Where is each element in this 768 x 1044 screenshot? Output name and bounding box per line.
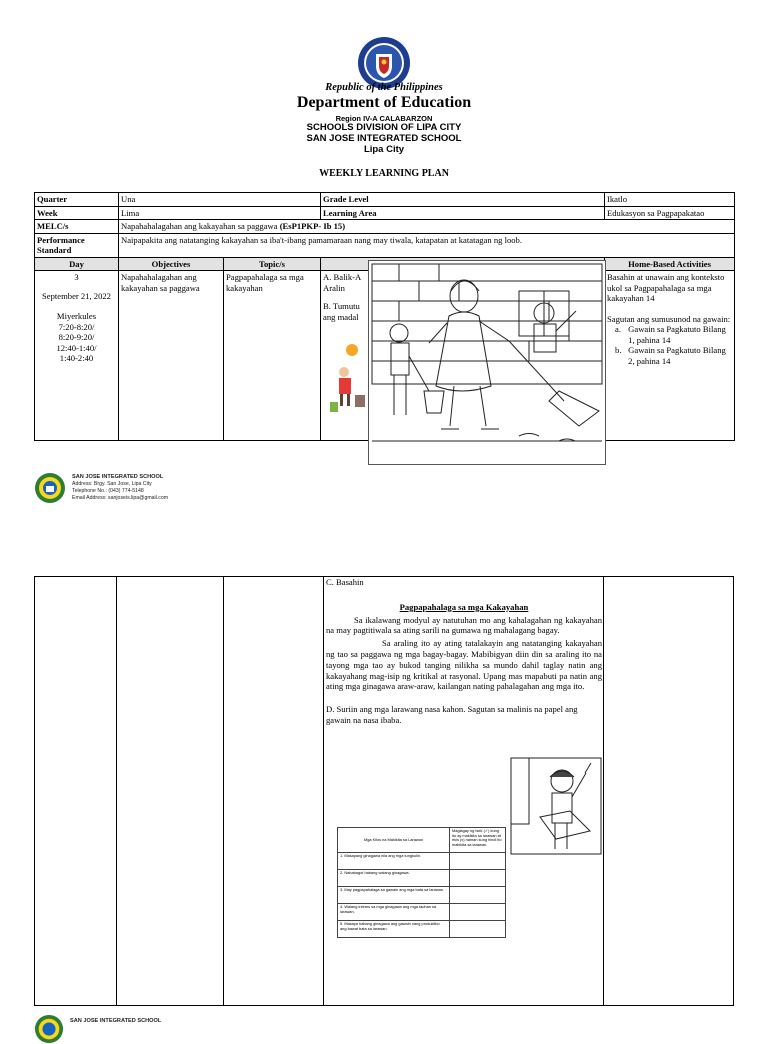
- day-time-2: 8:20-9:20/: [58, 332, 95, 342]
- day-time-4: 1:40-2:40: [59, 353, 94, 363]
- story-paragraph-2: Sa araling ito ay ating tatalakayin ang natatanging kakayahan ng tao sa paggawa ng mga bagay-bagay. Mabibigyan diin din sa araling ito na tayong mga tao ay bukod tanging nilikha sa mundo dahil taglay natin ang kakayahang mag-isip ng kritikal at rasyonal. Upang mas mapabuti pa natin ang ating mga ginagawa araw-araw, kailangan nating pahalagahan ang mga ito.: [326, 638, 602, 692]
- col-objectives: Objectives: [119, 257, 224, 271]
- checklist-header-actions: Mga Kilos na Makikita sa Larawan: [338, 828, 450, 853]
- classroom-item-a-cont: Aralin: [323, 282, 345, 293]
- checklist-row: [338, 853, 506, 870]
- melc-value: Napahahalagahan ang kakayahan sa paggawa: [121, 221, 278, 231]
- checklist-answer-cell[interactable]: [450, 921, 506, 938]
- footer-phone: Telephone No.: (043) 774-5148: [72, 488, 144, 494]
- home-item-a: [607, 324, 732, 345]
- page2-content: [326, 577, 602, 726]
- day-date: September 21, 2022: [42, 290, 111, 301]
- col-classroom: Classroom-Based Activities: [321, 257, 605, 271]
- school-logo: [34, 472, 66, 504]
- melc-label: MELC/s: [35, 220, 119, 234]
- grade-label: Grade Level: [321, 193, 605, 207]
- school-heading: SAN JOSE INTEGRATED SCHOOL: [306, 133, 462, 144]
- grade-value: Ikatlo: [605, 193, 735, 207]
- home-item-b: [607, 345, 732, 366]
- day-time-1: 7:20-8:20/: [58, 321, 95, 332]
- classroom-item-b-cont: ang madal: [323, 311, 359, 322]
- checklist-header-mark: Maglagay ng tsek (✓) kung ito ay makikita sa larawan at ekis (x) naman kung hindi ito makikita sa larawan.: [450, 828, 506, 853]
- checklist-item: 2. Nababagot habang walang ginagawa.: [338, 870, 450, 887]
- checklist-answer-cell[interactable]: [450, 904, 506, 921]
- checklist-row: [338, 887, 506, 904]
- boy-cleaning-illustration: [510, 757, 602, 855]
- melc-value-cell: [119, 220, 735, 234]
- story-paragraph-1: Sa ikalawang modyul ay natutuhan mo ang kahalagahan ng kakayahan na may pagtitiwala sa ating sarili na gumawa ng mahalagang bagay.: [326, 614, 602, 636]
- day-weekday: Miyerkules: [56, 311, 97, 321]
- info-row-week: [35, 206, 735, 220]
- checklist-item: 3. May pagpapahalaga sa gawain ang mga bata sa larawan.: [338, 887, 450, 904]
- info-row-melc: [35, 220, 735, 234]
- day-number: 3: [74, 272, 79, 282]
- info-row-quarter: [35, 193, 735, 207]
- performance-label: Performance Standard: [35, 233, 119, 257]
- area-label: Learning Area: [321, 206, 605, 220]
- section-d-instruction: D. Suriin ang mga larawang nasa kahon. Sagutan sa malinis na papel ang gawain na nasa ibaba.: [326, 704, 578, 725]
- area-value: Edukasyon sa Pagpapakatao: [605, 206, 735, 220]
- col-divider: [116, 577, 117, 1005]
- col-divider: [323, 577, 324, 1005]
- checklist-row: [338, 921, 506, 938]
- home-cell: [605, 271, 735, 441]
- home-instruction: Sagutan ang sumusunod na gawain:: [607, 313, 731, 324]
- school-contact-block: [72, 474, 168, 502]
- topic-cell: Pagpapahalaga sa mga kakayahan: [224, 271, 321, 441]
- section-c-label: C. Basahin: [326, 577, 364, 587]
- page-title: WEEKLY LEARNING PLAN: [319, 168, 449, 179]
- home-item-b-text: Gawain sa Pagkatuto Bilang 2, pahina 14: [628, 345, 726, 366]
- city-heading: Lipa City: [363, 144, 405, 155]
- checklist-answer-cell[interactable]: [450, 887, 506, 904]
- republic-heading: Republic of the Philippines: [325, 82, 443, 93]
- child-watering-illustration: [330, 340, 370, 415]
- checklist-item: 4. Walang interes sa mga ginagawa ang mga tauhan sa larawan.: [338, 904, 450, 921]
- classroom-item-a: A. Balik-A: [323, 272, 362, 282]
- day-cell: [35, 271, 119, 441]
- footer2-school-name: SAN JOSE INTEGRATED SCHOOL: [70, 1018, 162, 1024]
- woman-sweeping-illustration: [368, 260, 606, 465]
- week-value: Lima: [119, 206, 321, 220]
- division-heading: SCHOOLS DIVISION OF LIPA CITY: [306, 122, 462, 133]
- checklist-item: 5. Masaya habang ginagawa ang gawain nang produktibo ang bawat bata sa larawan.: [338, 921, 450, 938]
- checklist-item: 1. Masayang ginagawa nila ang mga tungkulin.: [338, 853, 450, 870]
- checklist-header-row: [338, 828, 506, 853]
- activity-checklist-table: [337, 827, 506, 938]
- day-time-3: 12:40-1:40/: [56, 342, 97, 353]
- checklist-answer-cell[interactable]: [450, 853, 506, 870]
- story-title: Pagpapahalaga sa mga Kakayahan: [399, 601, 529, 612]
- home-item-a-mark: a.: [615, 324, 621, 334]
- quarter-label: Quarter: [35, 193, 119, 207]
- col-topics: Topic/s: [224, 257, 321, 271]
- checklist-row: [338, 870, 506, 887]
- home-intro: Basahin at unawain ang konteksto ukol sa Pagpapahalaga sa mga kakayahan 14: [607, 272, 725, 303]
- col-divider: [223, 577, 224, 1005]
- home-item-a-text: Gawain sa Pagkatuto Bilang 1, pahina 14: [628, 324, 726, 345]
- col-day: Day: [35, 257, 119, 271]
- classroom-item-b: B. Tumutu: [323, 301, 360, 311]
- school-logo: [34, 1014, 64, 1044]
- info-row-performance: [35, 233, 735, 257]
- footer-school-name: SAN JOSE INTEGRATED SCHOOL: [72, 474, 164, 480]
- objective-cell: Napahahalagahan ang kakayahan sa paggawa: [119, 271, 224, 441]
- checklist-row: [338, 904, 506, 921]
- col-home: Home-Based Activities: [605, 257, 735, 271]
- quarter-value: Una: [119, 193, 321, 207]
- melc-code: (EsP1PKP- Ib 15): [279, 221, 346, 231]
- week-label: Week: [35, 206, 119, 220]
- department-heading: Department of Education: [296, 94, 472, 111]
- footer-address: Address: Brgy. San Jose, Lipa City: [72, 481, 152, 487]
- home-item-b-mark: b.: [615, 345, 622, 355]
- col-divider: [603, 577, 604, 1005]
- performance-value: Naipapakita ang natatanging kakayahan sa iba't-ibang pamamaraan nang may tiwala, katapatan at katatagan ng loob.: [119, 233, 735, 257]
- checklist-answer-cell[interactable]: [450, 870, 506, 887]
- footer-email: Email Address: sanjoseis.lipa@gmail.com: [72, 495, 169, 501]
- region-heading: Region IV-A CALABARZON: [335, 114, 433, 123]
